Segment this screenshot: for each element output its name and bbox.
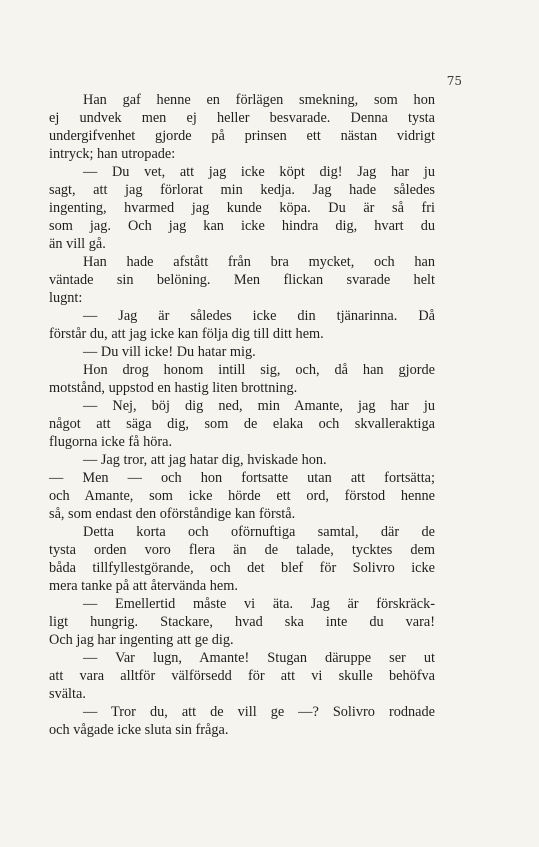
text-line: — Nej, böj dig ned, min Amante, jag har ju — [83, 398, 435, 414]
body-text — [49, 91, 435, 739]
text-line: Och jag har ingenting att ge dig. — [49, 632, 234, 648]
text-line: Han gaf henne en förlägen smekning, som hon — [83, 92, 435, 108]
text-line: ej undvek men ej heller besvarade. Denna tysta — [49, 110, 435, 126]
page-number: 75 — [446, 74, 462, 88]
text-line: ligt hungrig. Stackare, hvad ska inte du vara! — [49, 614, 435, 630]
text-line: Han hade afstått från bra mycket, och han — [83, 254, 435, 270]
text-line: svälta. — [49, 686, 86, 702]
text-line: förstår du, att jag icke kan följa dig till ditt hem. — [49, 326, 324, 342]
text-line: så, som endast den oförståndige kan förstå. — [49, 506, 296, 522]
text-line: — Men — och hon fortsatte utan att fortsätta; — [49, 470, 435, 486]
text-line: än vill gå. — [49, 236, 106, 252]
text-line: tysta orden voro flera än de talade, tycktes dem — [49, 542, 435, 558]
text-line: — Du vet, att jag icke köpt dig! Jag har ju — [83, 164, 435, 180]
text-line: Detta korta och oförnuftiga samtal, där de — [83, 524, 435, 540]
text-line: — Emellertid måste vi äta. Jag är förskräck- — [83, 596, 435, 612]
text-line: båda tillfyllestgörande, och det blef för Solivro icke — [49, 560, 435, 576]
text-line: och Amante, som icke hörde ett ord, förstod henne — [49, 488, 435, 504]
text-line: väntade sin belöning. Men flickan svarade helt — [49, 272, 435, 288]
text-line: Hon drog honom intill sig, och, då han gjorde — [83, 362, 435, 378]
text-line: sagt, att jag förlorat min kedja. Jag hade således — [49, 182, 435, 198]
text-line: — Jag tror, att jag hatar dig, hviskade hon. — [83, 452, 327, 468]
text-line: mera tanke på att återvända hem. — [49, 578, 238, 594]
text-line: att vara alltför välförsedd för att vi skulle behöfva — [49, 668, 435, 684]
text-line: undergifvenhet gjorde på prinsen ett nästan vidrigt — [49, 128, 435, 144]
text-line: — Du vill icke! Du hatar mig. — [83, 344, 256, 360]
text-line: — Tror du, att de vill ge —? Solivro rodnade — [83, 704, 435, 720]
text-line: ingenting, hvarmed jag kunde köpa. Du är så fri — [49, 200, 435, 216]
text-line: — Var lugn, Amante! Stugan däruppe ser ut — [83, 650, 435, 666]
text-line: och vågade icke sluta sin fråga. — [49, 722, 229, 738]
text-line: flugorna icke få höra. — [49, 434, 173, 450]
text-line: intryck; han utropade: — [49, 146, 176, 162]
text-line: något att säga dig, som de elaka och skvalleraktiga — [49, 416, 435, 432]
text-line: som jag. Och jag kan icke hindra dig, hvart du — [49, 218, 435, 234]
text-line: lugnt: — [49, 290, 83, 306]
text-line: motstånd, uppstod en hastig liten brottning. — [49, 380, 298, 396]
text-line: — Jag är således icke din tjänarinna. Då — [83, 308, 435, 324]
